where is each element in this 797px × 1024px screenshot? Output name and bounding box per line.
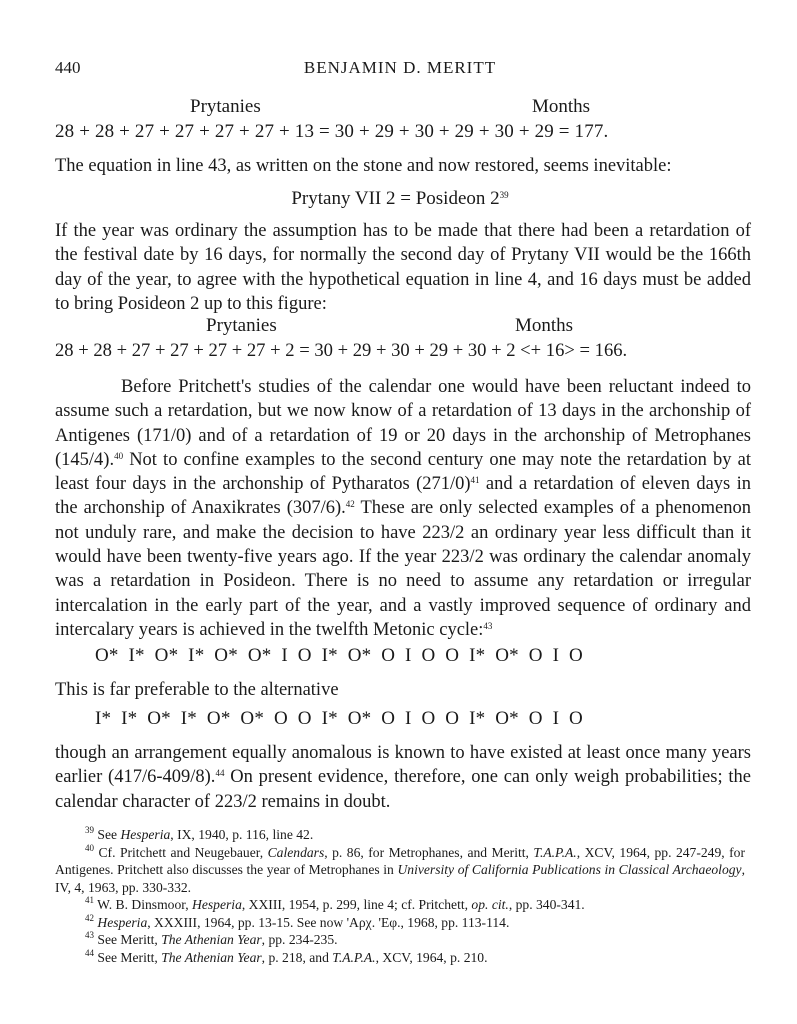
footnote-ref-43: 43 [483,620,493,631]
paragraph-3-text: Before Pritchett's studies of the calendar one would have been reluctant indeed to assume such a retardation, but we now know of a retardation of 13 days in the archonship of Antigenes (171/0) and of a retardation of 19 or 20 days in the archonship of Metrophanes (145/4).$^{40}$ Not to confine examples to the second century one may note the retardation by at least four days in the archonship of Pytharatos $(271/0)^{41}$ and a retardation of eleven days in the archonship of Anaxikrates (307/6).$^{42}$ These are only selected examples of a phenomenon not unduly rare, and make the decision to have 223/2 an ordinary year less difficult than it would have been twenty-five years ago. If the year 223/2 was ordinary the calendar anomaly was a retardation in Posideon. There is no need to assume any retardation or irregular intercalation in the early part of the year, and a vastly improved sequence of ordinary and intercalary years is achieved in the twelfth Metonic cycle:$^{43}$ [55,377,751,640]
eq1-label-months: Months [532,96,591,117]
paragraph-1 [55,154,751,178]
paragraph-4 [55,678,751,702]
paragraph-5 [55,741,751,814]
equation-2-text: Prytany VII 2 = Posideon 2 [291,188,500,209]
equation-2 [55,186,745,212]
paragraph-4-text: This is far preferable to the alternative [55,680,339,700]
author-header: BENJAMIN D. MERITT [303,58,497,77]
paragraph-2-text: If the year was ordinary the assumption has to be made that there had been a retardation of the festival date by 16 days, for normally the second day of Prytany VII would be the 166th day of the year, to agree with the hypothetical equation in line 4, and 16 days must be added to bring Posideon 2 up to this figure: [55,221,751,314]
eq3-label-months: Months [515,315,574,336]
footnote-ref-41: 41 [470,475,480,486]
footnote-44: $^{44}$ See Meritt, The Athenian Year, p. 218, and T.A.P.A., XCV, 1964, p. 210. [85,947,488,965]
sequence-1: O* I* O* I* O* O* I O I* O* O I O O I* O* O I O [95,645,583,666]
eq1-label-prytanies: Prytanies [190,96,261,117]
footnote-ref-40: 40 [114,450,124,461]
page-number: 440 [55,58,81,77]
footnote-ref-39: 39 [499,190,509,200]
eq3-label-prytanies: Prytanies [206,315,277,336]
footnote-40: $^{40}$ Cf. Pritchett and Neugebauer, Calendars, p. 86, for Metrophanes, and Meritt, T.A.P.A., XCV, 1964, pp. 247-249, for Antigenes. Pritchett also discusses the year of Metrophanes in University of California Publications in Classical Archaeology, IV, 4, 1963, pp. 330-332. [55,842,745,895]
footnotes [55,826,745,966]
equation-1: 28 + 28 + 27 + 27 + 27 + 27 + 13 = 30 + 29 + 30 + 29 + 30 + 29 = 177. [55,121,609,142]
footnote-39: $^{39}$ See Hesperia, IX, 1940, p. 116, line 42. [85,825,314,842]
paragraph-5-text: though an arrangement equally anomalous is known to have existed at least once many years earlier (417/6-409/8).$^{44}$ On present evidence, therefore, one can only weigh probabilities; the calendar character of 223/2 remains in doubt. [55,743,751,812]
sequence-2: I* I* O* I* O* O* O O I* O* O I O O I* O* O I O [95,708,583,729]
paragraph-2 [55,219,751,316]
paragraph-3 [55,375,751,642]
footnote-42: $^{42}$ Hesperia, XXXIII, 1964, pp. 13-15. See now 'Αρχ. 'Εφ., 1968, pp. 113-114. [85,912,510,930]
paragraph-1-text: The equation in line 43, as written on the stone and now restored, seems inevitable: [55,156,672,176]
footnote-43: $^{43}$ See Meritt, The Athenian Year, pp. 234-235. [85,930,338,947]
equation-3: 28 + 28 + 27 + 27 + 27 + 27 + 2 = 30 + 29 + 30 + 29 + 30 + 2 <+ 16> = 166. [55,340,628,361]
footnote-ref-42: 42 [345,499,355,510]
footnote-ref-44: 44 [215,768,225,779]
footnote-41: $^{41}$ W. B. Dinsmoor, Hesperia, XXIII, 1954, p. 299, line 4; cf. Pritchett, op. cit., pp. 340-341. [85,895,585,912]
